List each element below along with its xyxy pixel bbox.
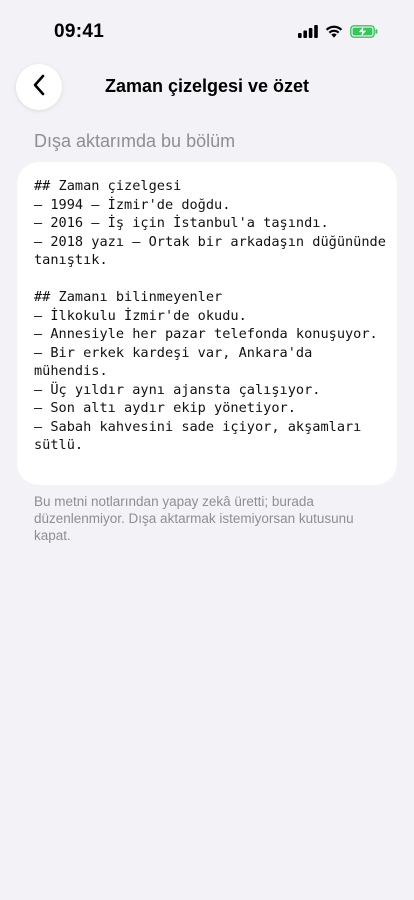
wifi-icon (325, 25, 343, 38)
summary-text-card (17, 162, 397, 485)
back-button[interactable] (16, 64, 62, 110)
summary-text: ## Zaman çizelgesi – 1994 — İzmir'de doğdu. – 2016 — İş için İstanbul'a taşındı. – 2018 yazı — Ortak bir arkadaşın düğününde tanıştık. ## Zamanı bilinmeyenler – İlkokulu İzmir'de okudu. – Annesiyle her pazar telefonda konuşuyor. – Bir erkek kardeşi var, Ankara'da mühendis. – Üç yıldır aynı ajansta çalışıyor. – Son altı aydır ekip yönetiyor. – Sabah kahvesini sade içiyor, akşamları sütlü. (34, 178, 386, 453)
section-header: Dışa aktarımda bu bölüm (34, 131, 236, 151)
chevron-left-icon (32, 74, 46, 101)
status-time: 09:41 (54, 21, 105, 42)
footer-note: Bu metni notlarından yapay zekâ üretti; burada düzenlenmiyor. Dışa aktarmak istemiyorsan kutusunu kapat. (34, 494, 354, 543)
battery-charging-icon (350, 25, 378, 38)
status-icons (298, 25, 378, 38)
cellular-signal-icon (298, 25, 318, 38)
page-title: Zaman çizelgesi ve özet (104, 76, 310, 96)
navigation-bar (0, 62, 414, 112)
status-bar (0, 0, 414, 60)
